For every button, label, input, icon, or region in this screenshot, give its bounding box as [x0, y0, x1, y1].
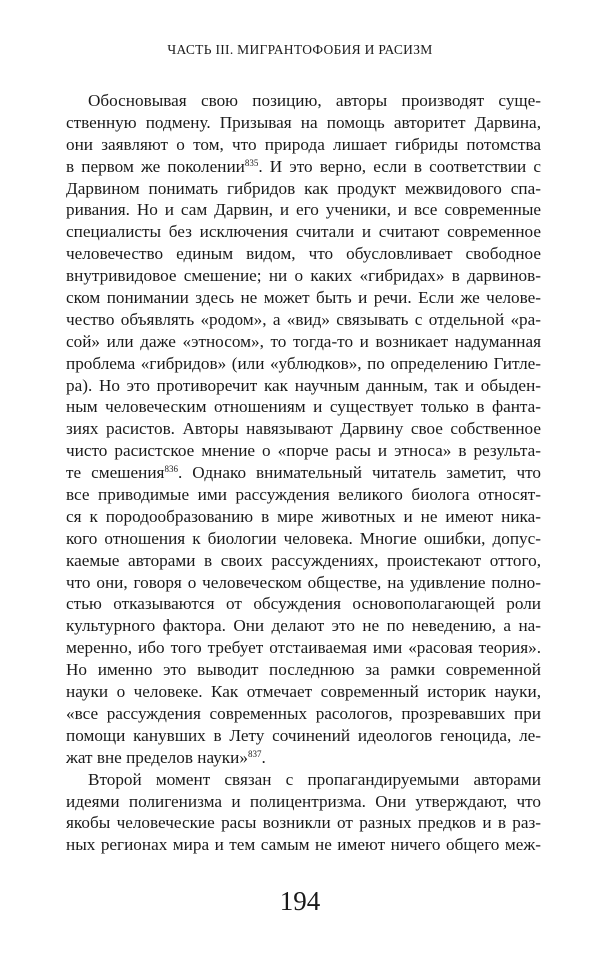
line-text: меренно, ибо того требует отстаиваемая ими «расовая теория». — [66, 638, 541, 658]
line-text: якобы человеческие расы возникли от разных предков и в раз- — [66, 813, 541, 833]
text-line — [66, 637, 541, 659]
line-text: культурного фактора. Они делают это не по неведению, а на- — [66, 616, 541, 636]
line-text-after: . Однако внимательный читатель заметит, что — [177, 463, 541, 483]
line-text: Обосновывая свою позицию, авторы производят суще- — [88, 91, 541, 110]
text-line — [66, 812, 541, 834]
line-text: ных регионах мира и тем самым не имеют ничего общего меж- — [66, 835, 541, 855]
running-header: ЧАСТЬ III. МИГРАНТОФОБИЯ И РАСИЗМ — [167, 42, 433, 57]
line-text: проблема «гибридов» (или «ублюдков», по определению Гитле- — [66, 353, 541, 373]
text-line — [66, 615, 541, 637]
page-body — [66, 90, 541, 856]
line-text: Второй момент связан с пропагандируемыми авторами — [88, 769, 541, 789]
text-line — [66, 331, 541, 353]
text-line — [66, 134, 541, 156]
line-text: ственную подмену. Призывая на помощь авторитет Дарвина, — [66, 112, 541, 132]
text-line — [66, 572, 541, 594]
line-text: жат вне пределов науки» — [66, 747, 248, 767]
text-line — [66, 309, 541, 331]
line-text: специалисты без исключения считали и считают современное — [66, 222, 541, 242]
text-line — [66, 199, 541, 221]
line-text: они заявляют о том, что природа лишает гибриды потомства — [66, 134, 541, 154]
text-line — [66, 659, 541, 681]
line-text: ным человеческим отношениям и существует только в фанта- — [66, 397, 541, 417]
line-text: те смешения — [66, 463, 165, 483]
text-line — [66, 396, 541, 418]
line-text: науки о человеке. Как отмечает современный историк науки, — [66, 682, 541, 702]
text-line — [66, 265, 541, 287]
footnote-ref: 835 — [244, 157, 259, 168]
text-line — [66, 791, 541, 813]
text-line — [66, 593, 541, 615]
line-text: ра). Но это противоречит как научным данным, так и обыден- — [66, 375, 541, 395]
line-text: Но именно это выводит последнюю за рамки современной — [66, 660, 541, 680]
line-text: внутривидовое смешение; ни о каких «гибридах» в дарвинов- — [66, 266, 541, 286]
line-text: что они, говоря о человеческом обществе, на удивление полно- — [66, 572, 541, 592]
text-line — [66, 418, 541, 440]
line-text: идеями полигенизма и полицентризма. Они утверждают, что — [66, 791, 541, 811]
text-line — [66, 725, 541, 747]
line-text: сой» или даже «этносом», то тогда-то и возникает надуманная — [66, 331, 541, 351]
line-text: каемые авторами в своих рассуждениях, проистекают оттого, — [66, 550, 541, 570]
text-line — [66, 375, 541, 397]
text-line — [66, 550, 541, 572]
text-line — [66, 156, 541, 178]
line-text: стью отказываются от обсуждения основополагающей роли — [66, 594, 541, 614]
line-text: чисто расистское мнение о «порче расы и этноса» в результа- — [66, 441, 541, 461]
text-line — [66, 287, 541, 309]
line-text-after: . — [261, 747, 266, 767]
line-text: ся к породообразованию в мире животных и не имеют ника- — [66, 506, 541, 526]
text-line — [66, 834, 541, 856]
line-text: человечество единым видом, что обусловливает свободное — [66, 244, 541, 264]
text-line — [66, 243, 541, 265]
text-line — [66, 681, 541, 703]
text-line — [66, 90, 541, 112]
line-text: в первом же поколении — [66, 156, 245, 176]
line-text: кого отношения к биологии человека. Многие ошибки, допус- — [66, 528, 541, 548]
line-text: все приводимые ими рассуждения великого биолога относят- — [66, 485, 541, 505]
text-line — [66, 506, 541, 528]
line-text: чество объявлять «родом», а «вид» связывать с отдельной «ра- — [66, 309, 541, 329]
line-text: «все рассуждения современных расологов, прозревавших при — [66, 703, 541, 723]
line-text: ривания. Но и сам Дарвин, и его ученики, и все современные — [66, 200, 541, 220]
text-line — [66, 747, 541, 769]
page-number: 194 — [279, 886, 321, 916]
text-line — [66, 178, 541, 200]
line-text: ском понимании здесь не может быть и речи. Если же челове- — [66, 288, 541, 308]
line-text: зиях расистов. Авторы навязывают Дарвину свое собственное — [66, 419, 541, 439]
text-line — [66, 353, 541, 375]
line-text: помощи канувших в Лету сочинений идеологов геноцида, ле- — [66, 725, 541, 745]
text-line — [66, 484, 541, 506]
text-line — [66, 440, 541, 462]
line-text: Дарвином понимать гибридов как продукт межвидового спа- — [66, 178, 541, 198]
text-line — [66, 221, 541, 243]
line-text-after: . И это верно, если в соответствии с — [258, 156, 541, 176]
footnote-ref: 837 — [247, 748, 262, 759]
text-line — [66, 528, 541, 550]
text-line — [66, 112, 541, 134]
text-line — [66, 703, 541, 725]
footnote-ref: 836 — [164, 464, 178, 475]
text-line — [66, 462, 541, 484]
text-line — [66, 769, 541, 791]
